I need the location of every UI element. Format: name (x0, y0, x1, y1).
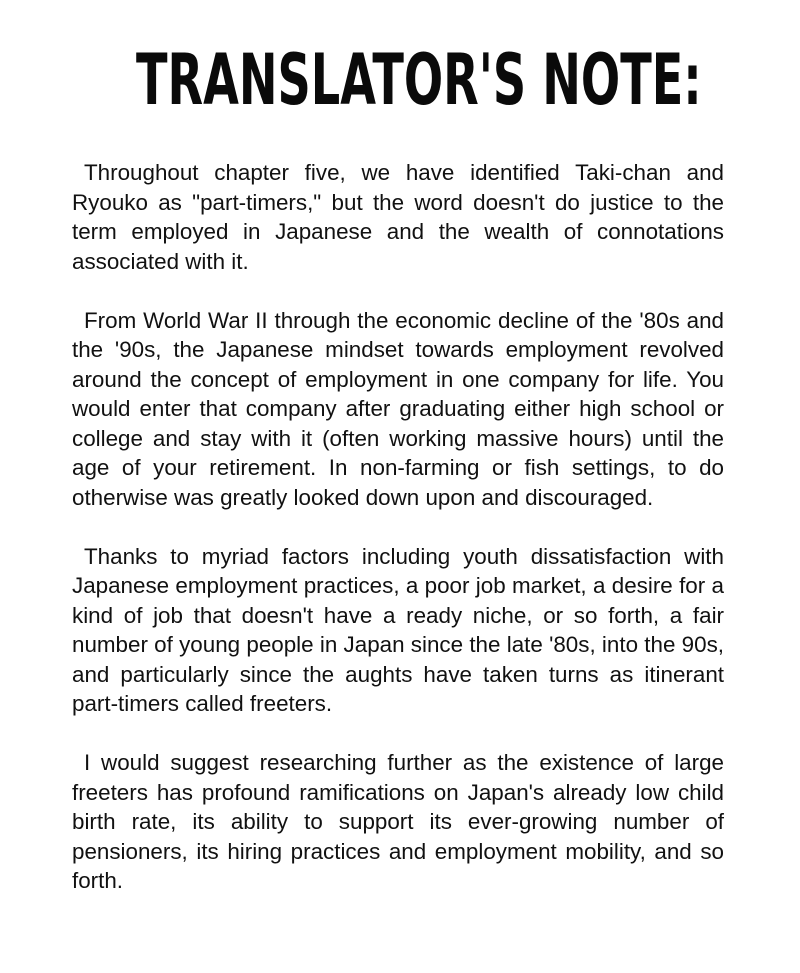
paragraph-ramifications: I would suggest researching further as the existence of large freeters has profound ramifications on Japan's already low child birth rate, its ability to support its ever-growing number of pensioners, its hiring practices and employment mobility, and so forth. (72, 750, 724, 893)
page-title: TRANSLATOR'S NOTE: (136, 39, 702, 121)
note-body (72, 158, 724, 896)
paragraph-part-timers: Throughout chapter five, we have identified Taki-chan and Ryouko as "part-timers," but the word doesn't do justice to the term employed in Japanese and the wealth of connotations associated with it. (72, 160, 724, 274)
paragraph-lifetime-employment: From World War II through the economic decline of the '80s and the '90s, the Japanese mindset towards employment revolved around the concept of employment in one company for life. You would enter that company after graduating either high school or college and stay with it (often working massive hours) until the age of your retirement. In non-farming or fish settings, to do otherwise was greatly looked down upon and discouraged. (72, 307, 724, 510)
paragraph-freeters: Thanks to myriad factors including youth dissatisfaction with Japanese employment practices, a poor job market, a desire for a kind of job that doesn't have a ready niche, or so forth, a fair number of young people in Japan since the late '80s, into the 90s, and particularly since the aughts have taken turns as itinerant part-timers called freeters. (72, 543, 724, 716)
